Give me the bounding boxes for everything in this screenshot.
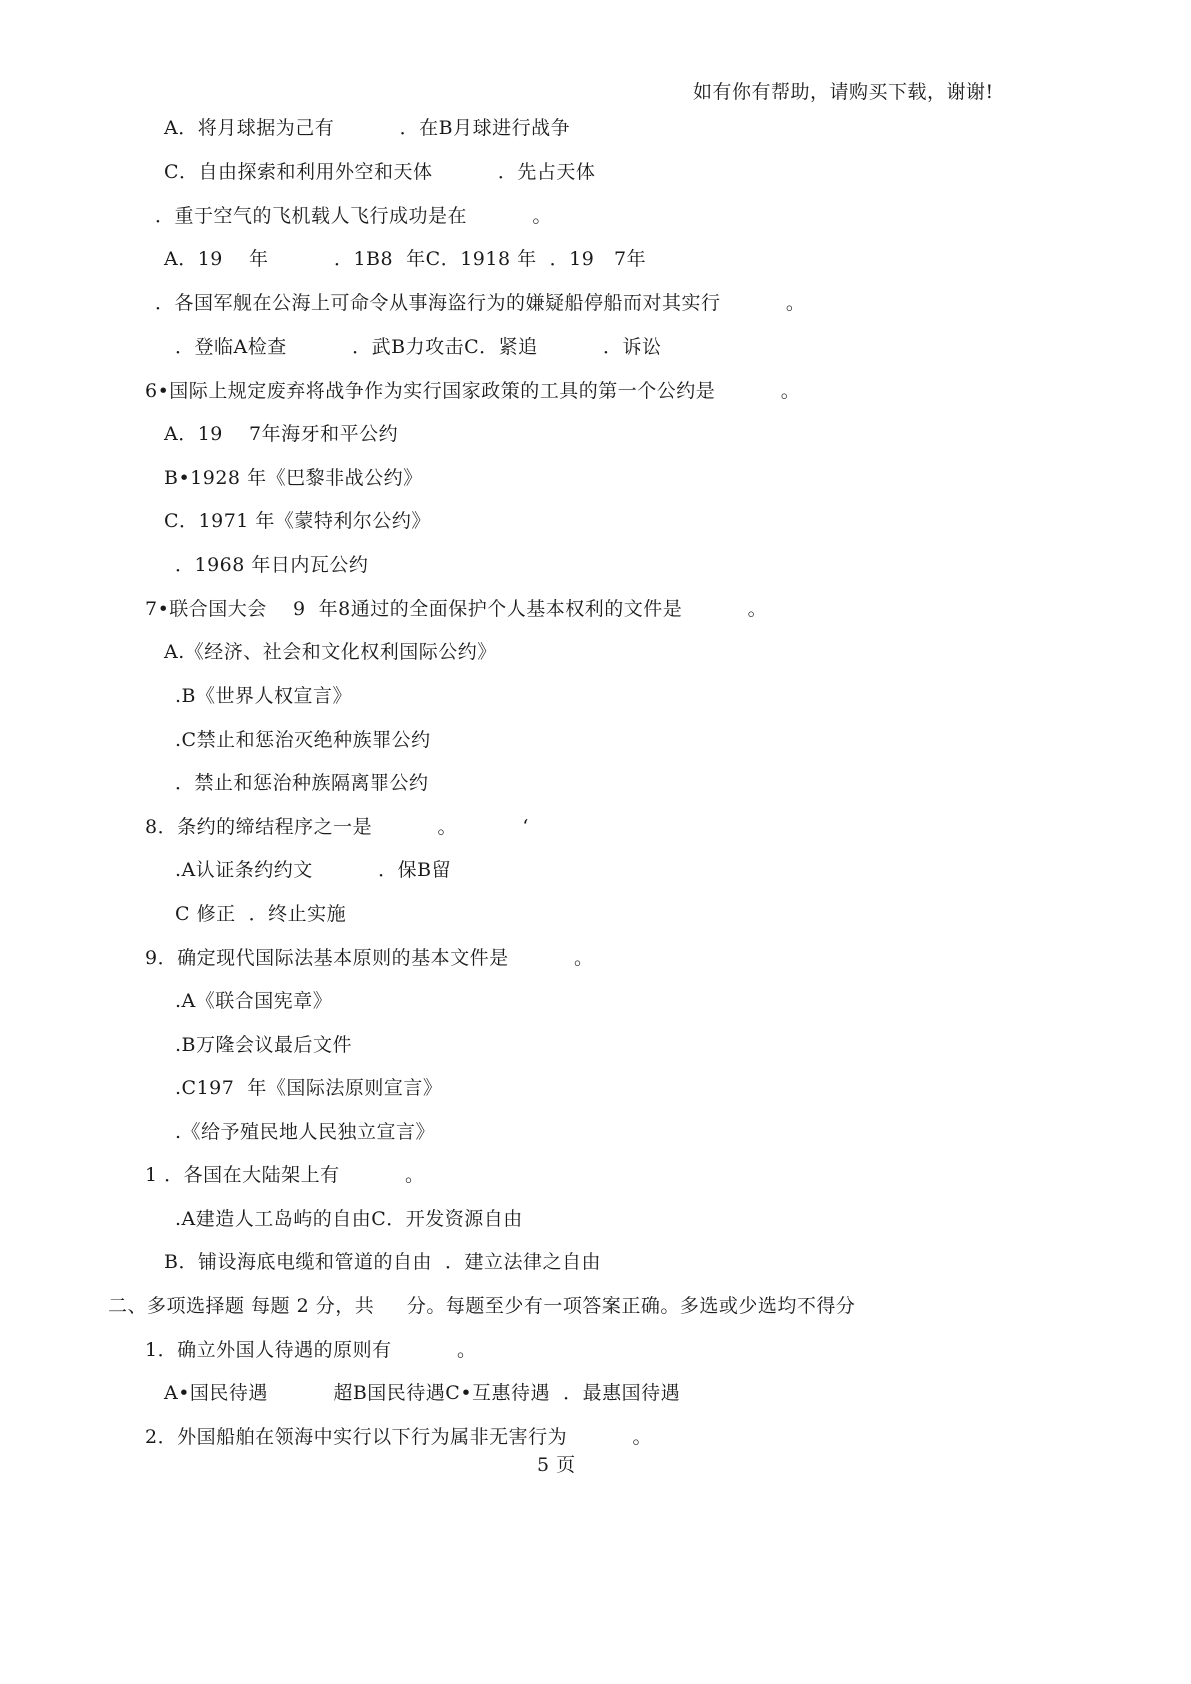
- page-number: 5 页: [537, 1454, 576, 1476]
- text-line: ．各国军舰在公海上可命令从事海盗行为的嫌疑船停船而对其实行 。: [155, 292, 806, 314]
- text-line: ．重于空气的飞机载人飞行成功是在 。: [155, 205, 552, 227]
- text-line: 1 ．各国在大陆架上有 。: [145, 1164, 425, 1186]
- text-line: 9．确定现代国际法基本原则的基本文件是 。: [145, 947, 594, 969]
- text-line: A．将月球据为己有 ．在B月球进行战争: [164, 117, 571, 139]
- text-line: .C197 年《国际法原则宣言》: [175, 1077, 443, 1099]
- text-line: A•国民待遇 超B国民待遇C•互惠待遇 ．最惠国待遇: [164, 1382, 681, 1404]
- text-line: A．19 7年海牙和平公约: [164, 423, 399, 445]
- text-line: .A建造人工岛屿的自由C．开发资源自由: [175, 1208, 523, 1230]
- text-line: .B《世界人权宣言》: [175, 685, 353, 707]
- text-line: 8．条约的缔结程序之一是 。 ‘: [145, 816, 529, 838]
- text-line: ．登临A检查 ．武B力攻击C．紧追 ．诉讼: [175, 336, 662, 358]
- text-line: 1．确立外国人待遇的原则有 。: [145, 1339, 477, 1361]
- text-line: B•1928 年《巴黎非战公约》: [164, 467, 423, 489]
- text-line: C 修正 ．终止实施: [175, 903, 347, 925]
- text-line: A．19 年 ．1B8 年C．1918 年 ．19 7年: [164, 248, 647, 270]
- text-line: C．自由探索和利用外空和天体 ．先占天体: [164, 161, 596, 183]
- text-line: 6•国际上规定废弃将战争作为实行国家政策的工具的第一个公约是 。: [145, 380, 801, 402]
- text-line: ．1968 年日内瓦公约: [175, 554, 369, 576]
- text-line: C．1971 年《蒙特利尔公约》: [164, 510, 431, 532]
- text-line: .A《联合国宪章》: [175, 990, 333, 1012]
- text-line: 7•联合国大会 9 年8通过的全面保护个人基本权利的文件是 。: [145, 598, 768, 620]
- text-line: B．铺设海底电缆和管道的自由 ．建立法律之自由: [164, 1251, 602, 1273]
- text-line: A.《经济、社会和文化权利国际公约》: [164, 641, 497, 663]
- header-note: 如有你有帮助，请购买下载，谢谢!: [693, 81, 994, 103]
- section-heading: 二、多项选择题 每题 2 分，共 分。每题至少有一项答案正确。多选或少选均不得分: [108, 1295, 856, 1317]
- text-line: ．禁止和惩治种族隔离罪公约: [175, 772, 429, 794]
- text-line: .A认证条约约文 ．保B留: [175, 859, 452, 881]
- text-line: .C禁止和惩治灭绝种族罪公约: [175, 729, 431, 751]
- text-line: 2．外国船舶在领海中实行以下行为属非无害行为 。: [145, 1426, 652, 1448]
- text-line: .《给予殖民地人民独立宣言》: [175, 1121, 436, 1143]
- text-line: .B万隆会议最后文件: [175, 1034, 353, 1056]
